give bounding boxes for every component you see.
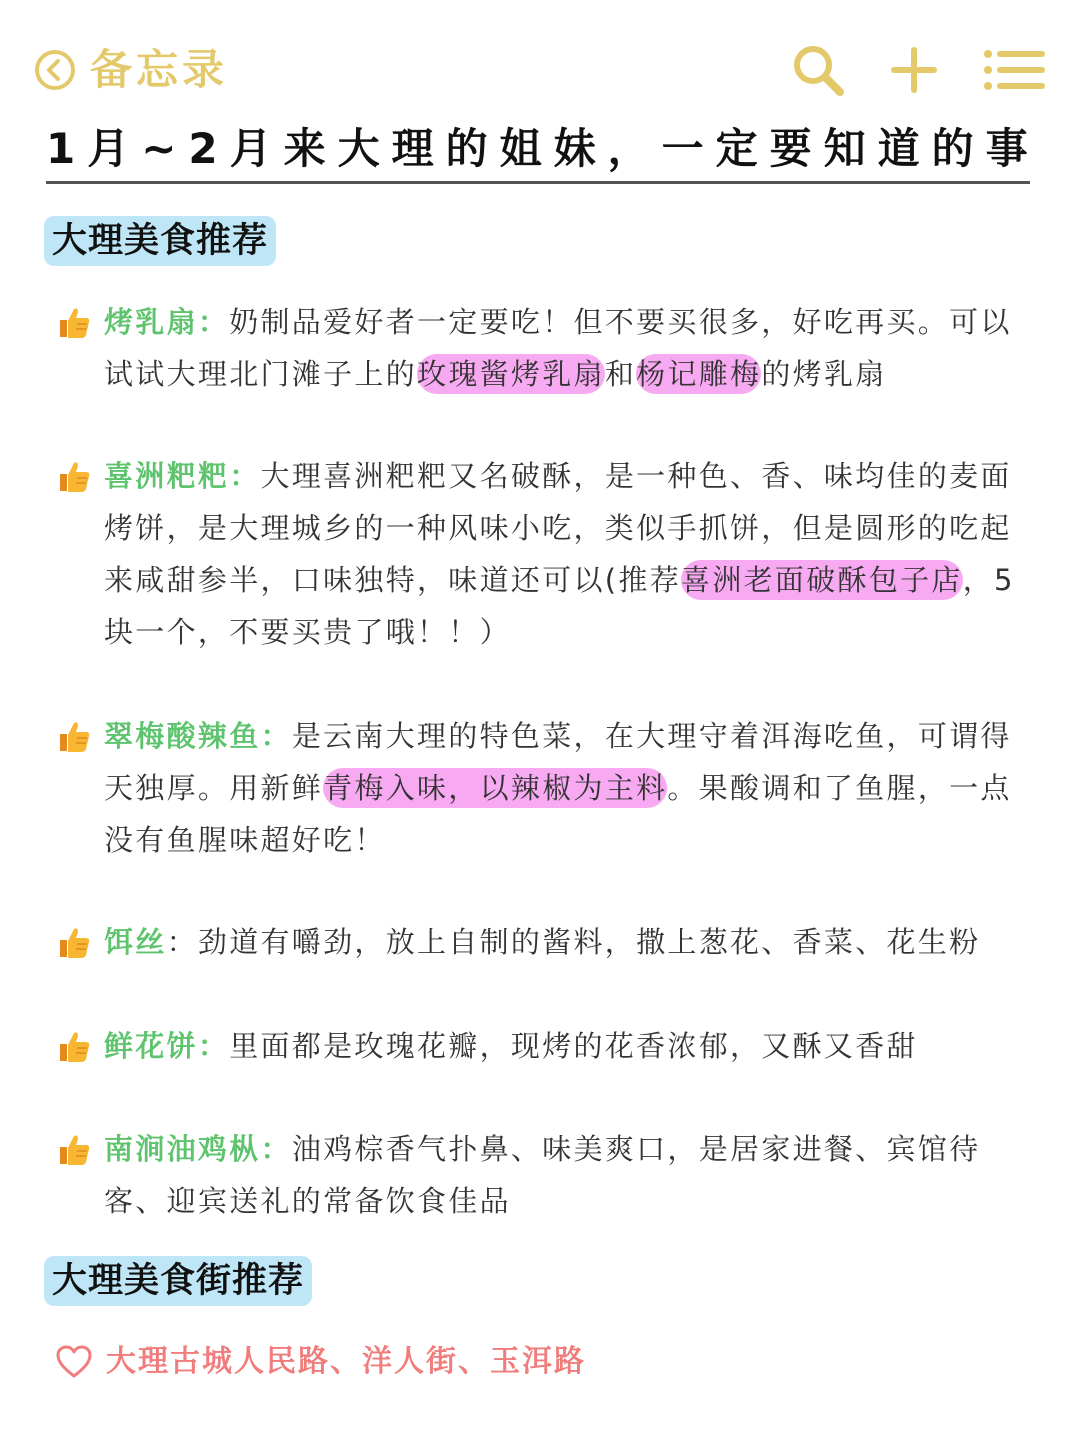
search-icon bbox=[788, 40, 848, 100]
thumbs-up-icon bbox=[56, 304, 92, 340]
top-bar bbox=[0, 0, 1080, 120]
plus-icon bbox=[888, 44, 940, 96]
food-item-rushan bbox=[56, 296, 1041, 400]
food-item-text bbox=[104, 296, 1041, 400]
search-button[interactable] bbox=[786, 38, 850, 102]
section-heading-food-street: 大理美食街推荐 bbox=[44, 1256, 312, 1306]
food-item-description: 是云南大理的特色菜，在大理守着洱海吃鱼，可谓得天独厚。用新鲜 bbox=[104, 719, 1012, 805]
food-item-description: 和 bbox=[604, 357, 637, 391]
food-item-description: 大理喜洲粑粑又名破酥，是一种色、香、味均佳的麦面烤饼，是大理城乡的一种风味小吃，类似手抓饼，但是圆形的吃起来咸甜参半，口味独特，味道还可以(推荐 bbox=[104, 459, 1012, 597]
thumbs-up-icon bbox=[56, 1131, 92, 1167]
food-item-description: 奶制品爱好者一定要吃！但不要买很多，好吃再买。可以试试大理北门滩子上的 bbox=[104, 305, 1012, 391]
back-label: 备忘录 bbox=[90, 45, 229, 94]
thumbs-up-icon bbox=[56, 924, 92, 960]
heart-outline-icon bbox=[56, 1345, 92, 1379]
add-note-button[interactable] bbox=[882, 38, 946, 102]
note-title: 1月~2月来大理的姐妹，一定要知道的事 bbox=[46, 124, 1040, 173]
food-item-text bbox=[104, 710, 1041, 866]
food-item-name: 鲜花饼： bbox=[104, 1029, 230, 1063]
title-divider bbox=[46, 181, 1030, 184]
food-item-cuimei-fish bbox=[56, 710, 1041, 866]
food-item-nanjian-jizong bbox=[56, 1123, 1041, 1227]
food-item-name: 烤乳扇： bbox=[104, 305, 230, 339]
thumbs-up-icon bbox=[56, 718, 92, 754]
food-item-description: 里面都是玫瑰花瓣，现烤的花香浓郁，又酥又香甜 bbox=[229, 1029, 918, 1063]
food-item-name: 翠梅酸辣鱼： bbox=[104, 719, 292, 753]
back-circle-icon bbox=[34, 49, 76, 91]
food-item-description: 油鸡棕香气扑鼻、味美爽口，是居家进餐、宾馆待客、迎宾送礼的常备饮食佳品 bbox=[104, 1132, 981, 1218]
list-menu-icon bbox=[982, 46, 1046, 94]
food-street-text: 大理古城人民路、洋人街、玉洱路 bbox=[106, 1344, 586, 1379]
food-item-text bbox=[104, 1020, 1041, 1072]
food-item-name: 饵丝 bbox=[104, 925, 167, 959]
highlight-text: 青梅入味，以辣椒为主料 bbox=[323, 768, 667, 808]
food-street-line bbox=[56, 1340, 586, 1384]
food-item-description: ：劲道有嚼劲，放上自制的酱料，撒上葱花、香菜、花生粉 bbox=[166, 925, 981, 959]
back-button[interactable] bbox=[34, 44, 228, 96]
food-item-description: ，5块一个，不要买贵了哦！！） bbox=[104, 563, 1015, 649]
food-item-name: 南涧油鸡枞： bbox=[104, 1132, 292, 1166]
thumbs-up-icon bbox=[56, 458, 92, 494]
food-item-flower-cake bbox=[56, 1020, 1041, 1072]
food-item-ersi bbox=[56, 916, 1041, 968]
highlight-text: 玫瑰酱烤乳扇 bbox=[417, 354, 605, 394]
food-item-description: 的烤乳扇 bbox=[761, 357, 887, 391]
food-item-xizhou-baba bbox=[56, 450, 1041, 658]
section-heading-food: 大理美食推荐 bbox=[44, 216, 276, 266]
food-item-name: 喜洲粑粑： bbox=[104, 459, 261, 493]
menu-button[interactable] bbox=[982, 38, 1046, 102]
highlight-text: 喜洲老面破酥包子店 bbox=[681, 560, 963, 600]
food-item-text bbox=[104, 1123, 1041, 1227]
highlight-text: 杨记雕梅 bbox=[636, 354, 761, 394]
thumbs-up-icon bbox=[56, 1028, 92, 1064]
food-item-description: 。果酸调和了鱼腥，一点没有鱼腥味超好吃！ bbox=[104, 771, 1012, 857]
food-item-text bbox=[104, 450, 1041, 658]
food-item-text bbox=[104, 916, 1041, 968]
